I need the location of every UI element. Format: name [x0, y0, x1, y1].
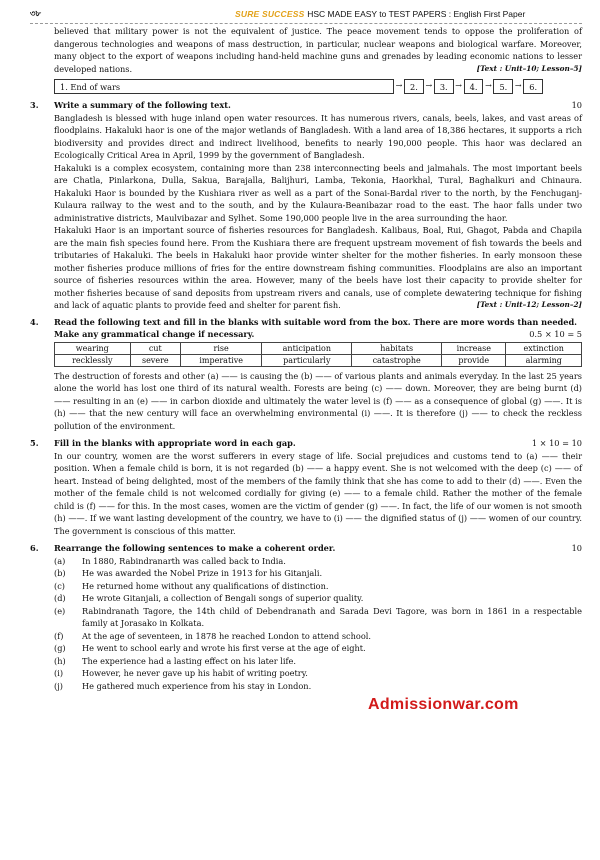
- list-item: (b) He was awarded the Nobel Prize in 1913 for his Gitanjali.: [54, 568, 323, 578]
- question-title: Rearrange the following sentences to make a coherent order.: [54, 543, 336, 553]
- question-number: 3.: [30, 100, 39, 110]
- top-paragraph: believed that military power is not the equivalent of justice. The peace movement tends to oppose the proliferation of dangerous technologies and weapons of mass destruction, in particular, nuclear weapons and biological warfare. Moreover, many object to the export of weapons including hand-held machine guns and grenades by leading economic nations to lesser developed nations. [Text : Unit–10; Lesson–5]: [54, 26, 582, 74]
- question-number: 5.: [30, 438, 39, 448]
- word-cell: imperative: [181, 354, 262, 366]
- paragraph: The destruction of forests and other (a) —— is causing the (b) —— of various plants and animals everyday. In the last 25 years alone the world has lost one third of its natural wealth. Forests are being (c) —— down. Moreover, they are being burnt (d) —— resulting in an (e) —— in carbon dioxide and ultimately the water level is (f) —— as a consequence of global (g) ——. It is (h) —— that the new century will face an overwhelming environmental (i) ——. It is therefore (j) —— to check the reckless pollution of the environment.: [54, 370, 582, 431]
- word-cell: extinction: [506, 342, 582, 354]
- list-item: (a) In 1880, Rabindranarth was called back to India.: [54, 555, 286, 566]
- header-title-line: [235, 6, 525, 23]
- arrow-right-icon: →: [455, 81, 462, 91]
- word-cell: anticipation: [262, 342, 352, 354]
- question-title: Write a summary of the following text.: [54, 100, 231, 110]
- flow-box-6: 6.: [523, 79, 543, 94]
- word-cell: alarming: [506, 354, 582, 366]
- text-reference: [Text : Unit–10; Lesson–5]: [476, 63, 582, 73]
- page-header: [30, 6, 582, 22]
- list-item: (f) At the age of seventeen, in 1878 he reached London to attend school.: [54, 630, 371, 641]
- question-title: Fill in the blanks with appropriate word in each gap.: [54, 438, 296, 448]
- word-cell: catastrophe: [352, 354, 442, 366]
- word-cell: rise: [181, 342, 262, 354]
- word-cell: particularly: [262, 354, 352, 366]
- flowchart: [54, 78, 582, 95]
- page-content: [30, 25, 582, 692]
- list-item: (i) However, he never gave up his habit of writing poetry.: [54, 668, 308, 678]
- header-title: HSC MADE EASY to TEST PAPERS : English First Paper: [307, 9, 526, 19]
- question-5-heading: [30, 437, 582, 450]
- paragraph: In our country, women are the worst sufferers in every stage of life. Social prejudices and customs tend to (a) —— their position. When a female child is born, it is not regarded (b) —— a happy event. She is not welcomed with the deep (c) —— of heart. Instead of being delighted, most of the members of the family think that she has come to add to their (d) ——. Even the mother of the female child is not welcomed cordially for giving (e) —— to a female child. Rather the mother of the female child is (f) —— for this. In the most cases, women are the victim of gender (g) ——. In fact, the life of our women is not smooth (h) ——. If we want lasting development of the country, we have to (i) —— the dignified status of (j) —— women of our country. The government is conscious of this matter.: [54, 450, 582, 536]
- word-cell: severe: [130, 354, 180, 366]
- flow-box-2: 2.: [404, 79, 424, 94]
- flow-box-1: 1. End of wars: [54, 79, 394, 94]
- question-title: Read the following text and fill in the blanks with suitable word from the box. There are more words than needed. Make any grammatical change if necessary.: [54, 316, 578, 339]
- flow-box-5: 5.: [493, 79, 513, 94]
- paragraph: Hakaluki Haor is an important source of fisheries resources for Bangladesh. Kalibaus, Boal, Rui, Ghagot, Pabda and Chapila are the main fish species found here. From the Kushiara there are frequent upstream movement of fish towards the beels and tributaries of Hakaluki. The beels in Hakaluki haor provide winter shelter for the mother fisheries. In early monsoon these mother fisheries produce millions of fries for the entire downstream fishing communities. Floodplains are also an important source of fisheries resources within the area. However, many of the beels have lost their capacity to provide shelter for mother fisheries because of sand deposits from upstream rivers and canals, use of complete dewatering technique for fishing and lack of aquatic plants to provide feed and shelter for parent fish. [Text : Unit–12; Lesson–2]: [54, 225, 582, 310]
- question-3-heading: [30, 99, 582, 112]
- word-cell: cut: [130, 342, 180, 354]
- word-row: [55, 342, 582, 354]
- question-marks: 0.5 × 10 = 5: [529, 329, 582, 339]
- word-box: [54, 342, 582, 367]
- sentence-list: [30, 555, 582, 693]
- question-marks: 1 × 10 = 10: [531, 438, 582, 448]
- arrow-right-icon: →: [395, 81, 403, 91]
- flow-box-3: 3.: [434, 79, 454, 94]
- question-marks: 10: [571, 100, 582, 110]
- word-cell: wearing: [55, 342, 131, 354]
- list-item: (e) Rabindranath Tagore, the 14th child of Debendranath and Sarada Devi Tagore, was born in 1861 in a respectable family at Jorasako in Kolkata.: [54, 605, 582, 628]
- word-cell: habitats: [352, 342, 442, 354]
- flow-box-4: 4.: [464, 79, 484, 94]
- question-6-heading: [30, 542, 582, 555]
- top-passage: [30, 25, 582, 75]
- arrow-right-icon: →: [514, 81, 522, 91]
- word-row: [55, 354, 582, 366]
- list-item: (g) He went to school early and wrote his first verse at the age of eight.: [54, 643, 366, 653]
- word-cell: recklessly: [55, 354, 131, 366]
- text-reference: [Text : Unit–12; Lesson–2]: [476, 300, 582, 309]
- word-cell: increase: [442, 342, 506, 354]
- arrow-right-icon: →: [485, 81, 492, 91]
- question-3-body: [30, 112, 582, 312]
- list-item: (h) The experience had a lasting effect on his later life.: [54, 655, 296, 666]
- list-item: (j) He gathered much experience from his stay in London.: [54, 680, 312, 691]
- question-4-heading: [30, 316, 582, 341]
- header-divider: [30, 23, 582, 24]
- paragraph: Bangladesh is blessed with huge inland open water resources. It has numerous rivers, canals, beels, lakes, and vast areas of floodplains. Hakaluki haor is one of the major wetlands of Bangladesh. With a land area of 18,386 hectares, it supports a rich biodiversity and provides direct and indirect livelihood, benefits to nearly 190,000 people. This haor was declared an Ecologically Critical Area in April, 1999 by the government of Bangladesh.: [54, 112, 582, 160]
- list-item: (d) He wrote Gitanjali, a collection of Bengali songs of superior quality.: [54, 593, 364, 603]
- arrow-right-icon: →: [425, 81, 433, 91]
- paragraph: Hakaluki is a complex ecosystem, containing more than 238 interconnecting beels and jalmahals. The most important beels are Chatla, Pinlarkona, Dulla, Sakua, Barajalla, Balijhuri, Lamba, Tekonia, Haorkhal, Tural, Baghalkuri and Chinaura. Hakaluki Haor is bounded by the Kushiara river as well as a part of the Sonai-Bardal river to the north, by the Fenchuganj-Kulaura railway to the west and to the south, and by the Kulaura-Beanibazar road to the east. The haor falls under two administrative districts, Maulvibazar and Sylhet. Some 190,000 people live in the area surrounding the haor.: [54, 162, 582, 223]
- question-number: 6.: [30, 543, 39, 553]
- question-number: 4.: [30, 316, 39, 327]
- question-5-body: [30, 450, 582, 538]
- watermark: Admissionwar.com: [368, 696, 519, 713]
- brand-logo: SURE SUCCESS: [235, 9, 305, 19]
- word-cell: provide: [442, 354, 506, 366]
- list-item: (c) He returned home without any qualifications of distinction.: [54, 580, 329, 591]
- page-number: ৩৮: [30, 9, 42, 19]
- question-4-body: [30, 370, 582, 433]
- question-marks: 10: [571, 543, 582, 553]
